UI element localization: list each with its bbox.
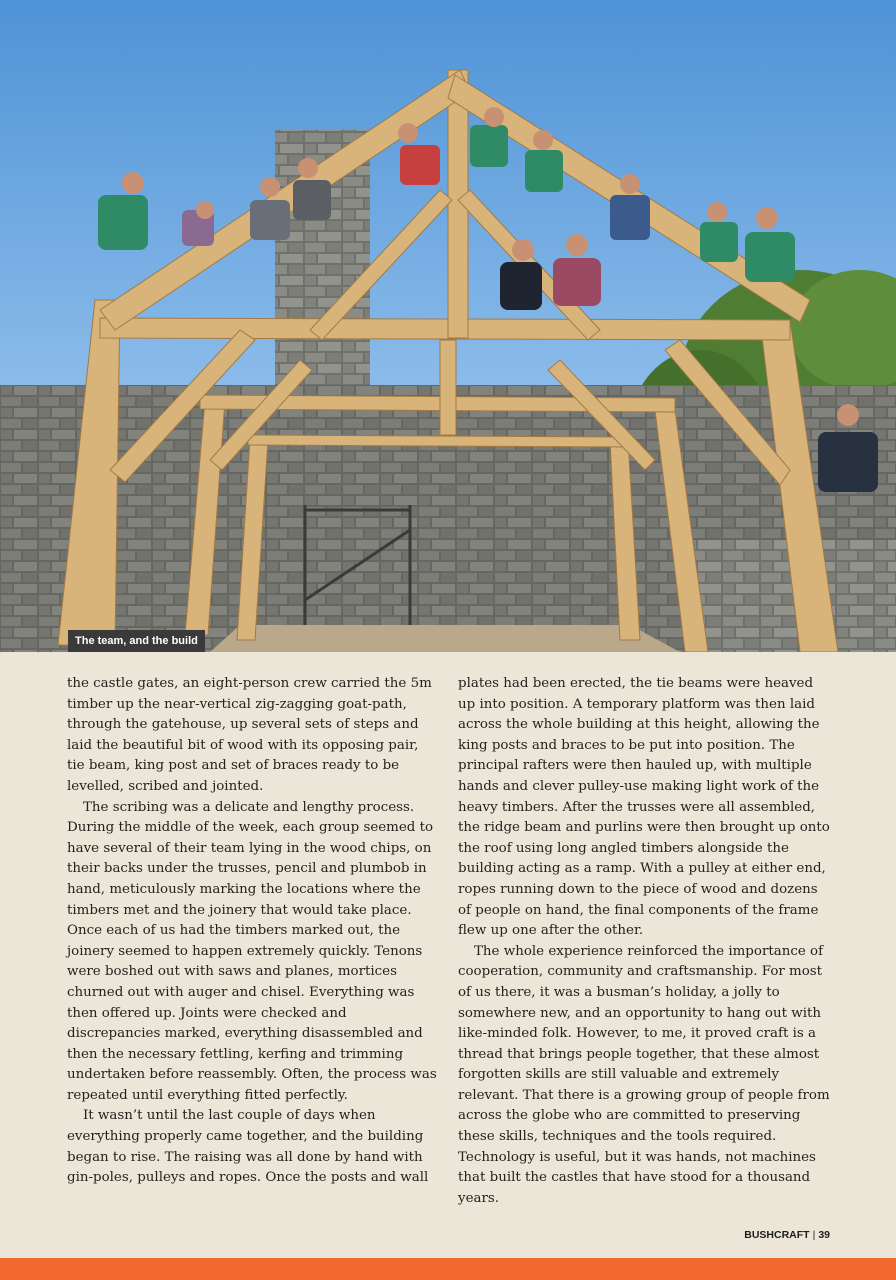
folio-separator: | bbox=[812, 1229, 816, 1241]
article-column-right bbox=[458, 674, 830, 1209]
paragraph: It wasn’t until the last couple of days when everything properly came together, and the building began to rise. The raising was all done by hand with gin-poles, pulleys and ropes. Once the posts and wall bbox=[67, 1108, 429, 1186]
paragraph: plates had been erected, the tie beams were heaved up into position. A temporary platform was then laid across the whole building at this height, allowing the king posts and braces to be put into position. The principal rafters were then hauled up, with multiple hands and clever pulley-use making light work of the heavy timbers. After the trusses were all assembled, the ridge beam and purlins were then brought up onto the roof using long angled timbers alongside the building acting as a ramp. With a pulley at either end, ropes running down to the piece of wood and dozens of people on hand, the final components of the frame flew up one after the other. bbox=[458, 676, 830, 939]
article-column-left bbox=[67, 674, 439, 1189]
paragraph: the castle gates, an eight-person crew carried the 5m timber up the near-vertical zig-zagging goat-path, through the gatehouse, up several sets of steps and laid the beautiful bit of wood with its opposing pair, tie beam, king post and set of braces ready to be levelled, scribed and jointed. bbox=[67, 676, 432, 794]
timber-floor bbox=[210, 625, 680, 652]
photo-caption: The team, and the build bbox=[68, 630, 205, 652]
magazine-name: BUSHCRAFT bbox=[744, 1229, 810, 1241]
accent-bar bbox=[0, 1258, 896, 1280]
page-number: 39 bbox=[818, 1229, 830, 1241]
paragraph: The scribing was a delicate and lengthy process. During the middle of the week, each group seemed to have several of their team lying in the wood chips, on their backs under the trusses, pencil and plumbob in hand, meticulously marking the locations where the timbers met and the joinery that would take place. Once each of us had the timbers marked out, the joinery seemed to happen extremely quickly. Tenons were boshed out with saws and planes, mortices churned out with auger and chisel. Everything was then offered up. Joints were checked and discrepancies marked, everything disassembled and then the necessary fettling, kerfing and trimming undertaken before reassembly. Often, the process was repeated until everything fitted perfectly. bbox=[67, 799, 437, 1103]
page-folio bbox=[744, 1229, 830, 1241]
paragraph: The whole experience reinforced the importance of cooperation, community and craftsmanship. For most of us there, it was a busman’s holiday, a jolly to somewhere new, and an opportunity to hang out with like-minded folk. However, to me, it proved craft is a thread that brings people together, that these almost forgotten skills are still valuable and extremely relevant. That there is a growing group of people from across the globe who are committed to preserving these skills, techniques and the tools required. Technology is useful, but it was hands, not machines that built the castles that have stood for a thousand years. bbox=[458, 943, 830, 1206]
